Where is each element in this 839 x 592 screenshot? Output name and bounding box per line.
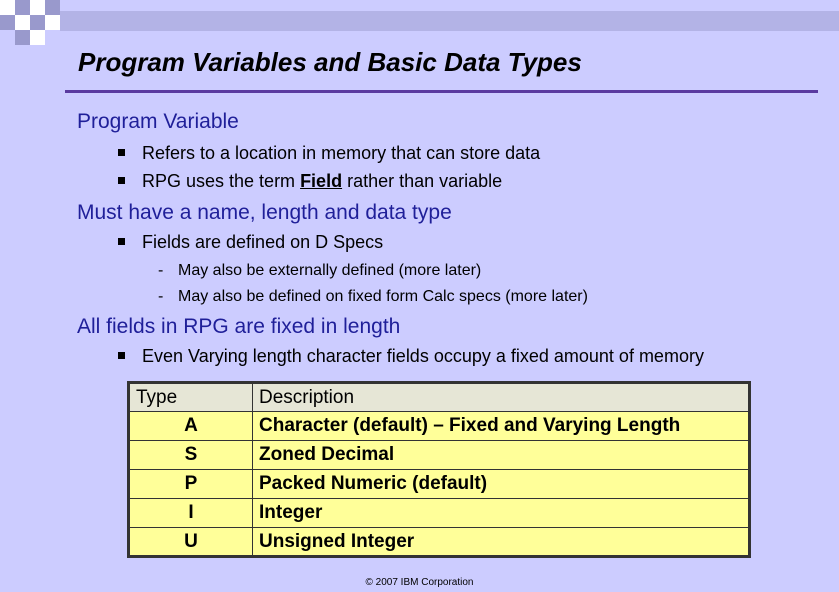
type-cell: P xyxy=(129,470,253,499)
bullet-term-field: RPG uses the term Field rather than variable xyxy=(118,171,502,192)
data-types-table xyxy=(127,381,751,558)
description-cell: Zoned Decimal xyxy=(253,441,750,470)
square-bullet-icon xyxy=(118,238,125,245)
table-row xyxy=(129,528,750,557)
table-row xyxy=(129,441,750,470)
table-row xyxy=(129,412,750,441)
sub-bullet-calc-specs: - May also be defined on fixed form Calc specs (more later) xyxy=(158,288,588,305)
copyright-footer: © 2007 IBM Corporation xyxy=(365,577,474,588)
sub-bullet-externally: - May also be externally defined (more later) xyxy=(158,262,482,279)
type-cell: U xyxy=(129,528,253,557)
heading-program-variable: Program Variable xyxy=(77,110,239,133)
dash-bullet-icon: - xyxy=(158,288,164,305)
slide-title: Program Variables and Basic Data Types xyxy=(78,47,582,77)
bullet-refers-location: Refers to a location in memory that can store data xyxy=(118,143,540,164)
dash-bullet-icon: - xyxy=(158,262,164,279)
square-bullet-icon xyxy=(118,149,125,156)
type-cell: S xyxy=(129,441,253,470)
type-cell: I xyxy=(129,499,253,528)
header-type: Type xyxy=(129,383,253,412)
heading-name-length-type: Must have a name, length and data type xyxy=(77,201,452,224)
corner-decoration xyxy=(0,0,839,50)
bullet-d-specs: Fields are defined on D Specs xyxy=(118,232,383,253)
description-cell: Unsigned Integer xyxy=(253,528,750,557)
header-description: Description xyxy=(253,383,750,412)
table-row xyxy=(129,470,750,499)
table-header-row xyxy=(129,383,750,412)
description-cell: Packed Numeric (default) xyxy=(253,470,750,499)
square-bullet-icon xyxy=(118,177,125,184)
type-cell: A xyxy=(129,412,253,441)
emphasis-field: Field xyxy=(300,171,343,191)
heading-fixed-length: All fields in RPG are fixed in length xyxy=(77,315,401,338)
square-bullet-icon xyxy=(118,352,125,359)
description-cell: Character (default) – Fixed and Varying Length xyxy=(253,412,750,441)
description-cell: Integer xyxy=(253,499,750,528)
title-divider xyxy=(65,90,818,93)
bullet-varying-length: Even Varying length character fields occupy a fixed amount of memory xyxy=(118,346,704,367)
table-row xyxy=(129,499,750,528)
